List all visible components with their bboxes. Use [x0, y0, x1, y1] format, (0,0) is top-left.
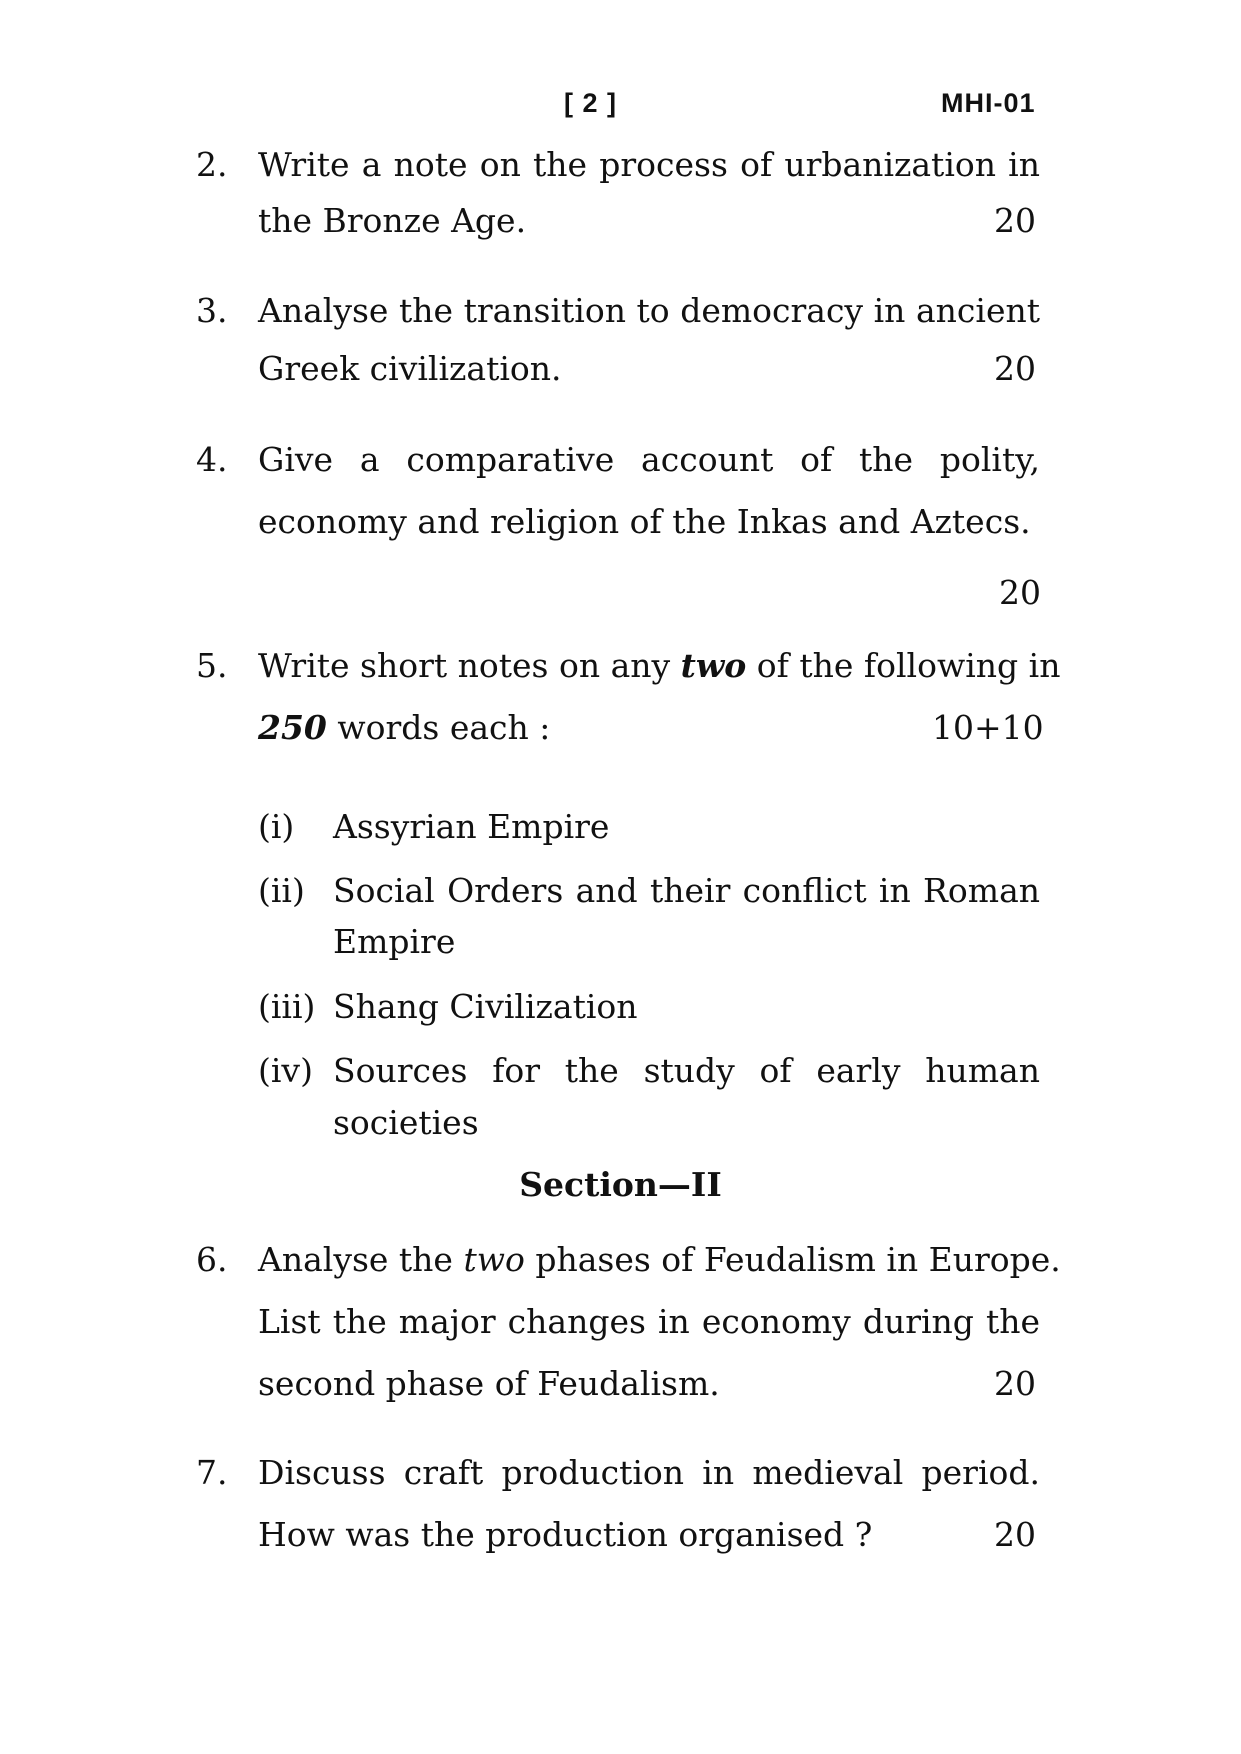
question-text-line: economy and religion of the Inkas and Aztecs.	[258, 502, 1031, 541]
sub-item-text: Empire	[333, 922, 456, 961]
question-number: 5.	[196, 646, 228, 685]
sub-item-text: societies	[333, 1103, 479, 1142]
question-number: 7.	[196, 1453, 228, 1492]
question-text-line	[258, 708, 1040, 748]
text-segment: Analyse the	[258, 1240, 464, 1279]
emphasis-text: two	[463, 1240, 525, 1279]
question-text-line: Write a note on the process of urbanization in	[258, 145, 1040, 184]
question-text-line: How was the production organised ?	[258, 1515, 873, 1554]
question-text-line: the Bronze Age.	[258, 201, 527, 240]
question-number: 4.	[196, 440, 228, 479]
question-marks: 10+10	[932, 708, 1044, 747]
question-text-line	[258, 646, 1061, 686]
sub-item-label: (ii)	[258, 871, 305, 910]
question-marks: 20	[999, 573, 1041, 612]
question-marks: 20	[994, 1364, 1036, 1403]
text-segment: words each :	[326, 708, 551, 747]
question-text-line: Greek civilization.	[258, 349, 562, 388]
sub-item-label: (iii)	[258, 987, 316, 1026]
text-segment: Write short notes on any	[258, 646, 681, 685]
question-text-line: Discuss craft production in medieval period.	[258, 1453, 1040, 1492]
emphasis-text: two	[680, 646, 747, 685]
question-number: 2.	[196, 145, 228, 184]
emphasis-text: 250	[258, 708, 327, 747]
question-text-line: Give a comparative account of the polity,	[258, 440, 1040, 479]
sub-item-text: Sources for the study of early human	[333, 1051, 1040, 1090]
question-text-line	[258, 1240, 1061, 1280]
question-text-line: List the major changes in economy during the	[258, 1302, 1040, 1341]
page-number: [ 2 ]	[564, 88, 618, 118]
sub-item-text: Shang Civilization	[333, 987, 638, 1026]
sub-item-text: Social Orders and their conflict in Roman	[333, 871, 1040, 910]
question-text-line: second phase of Feudalism.	[258, 1364, 720, 1403]
sub-item-text: Assyrian Empire	[333, 807, 610, 846]
section-heading: Section—II	[519, 1165, 722, 1204]
question-number: 6.	[196, 1240, 228, 1279]
question-marks: 20	[994, 201, 1036, 240]
sub-item-label: (i)	[258, 807, 295, 846]
text-segment: of the following in	[746, 646, 1061, 685]
question-marks: 20	[994, 349, 1036, 388]
question-text-line: Analyse the transition to democracy in ancient	[258, 291, 1040, 330]
text-segment: phases of Feudalism in Europe.	[524, 1240, 1061, 1279]
question-marks: 20	[994, 1515, 1036, 1554]
question-number: 3.	[196, 291, 228, 330]
sub-item-label: (iv)	[258, 1051, 313, 1090]
course-code: MHI-01	[941, 88, 1036, 118]
